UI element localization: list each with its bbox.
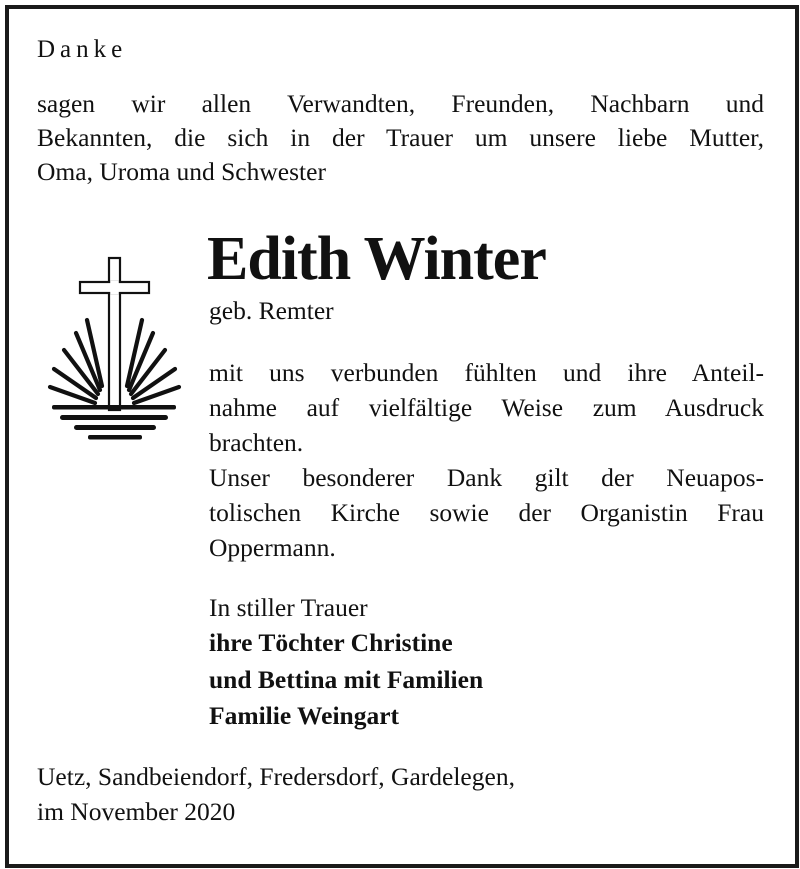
message-line-3: brachten.: [209, 428, 304, 457]
message-line-4: Unser besonderer Dank gilt der Neuapos-: [209, 463, 764, 492]
intro-line-3: Oma, Uroma und Schwester: [37, 157, 326, 186]
date-line: im November 2020: [37, 797, 236, 826]
place-line: Uetz, Sandbeiendorf, Fredersdorf, Gardelegen,: [37, 762, 515, 791]
signatory-3: Familie Weingart: [209, 701, 400, 730]
message-line-2: nahme auf vielfältige Weise zum Ausdruck: [209, 393, 764, 422]
maiden-name: geb. Remter: [209, 296, 334, 325]
message-line-6: Oppermann.: [209, 533, 336, 562]
intro-line-2: Bekannten, die sich in der Trauer um unsere liebe Mutter,: [37, 123, 764, 152]
deceased-name: Edith Winter: [207, 225, 546, 293]
closing-phrase: In stiller Trauer: [209, 593, 368, 622]
message-line-5: tolischen Kirche sowie der Organistin Frau: [209, 498, 764, 527]
cross-with-sunrise-icon: [44, 255, 184, 445]
signatory-2: und Bettina mit Familien: [209, 665, 484, 694]
message-line-1: mit uns verbunden fühlten und ihre Anteil-: [209, 358, 764, 387]
heading-danke: Danke: [37, 36, 128, 63]
intro-line-1: sagen wir allen Verwandten, Freunden, Nachbarn und: [37, 89, 764, 118]
signatory-1: ihre Töchter Christine: [209, 628, 453, 657]
